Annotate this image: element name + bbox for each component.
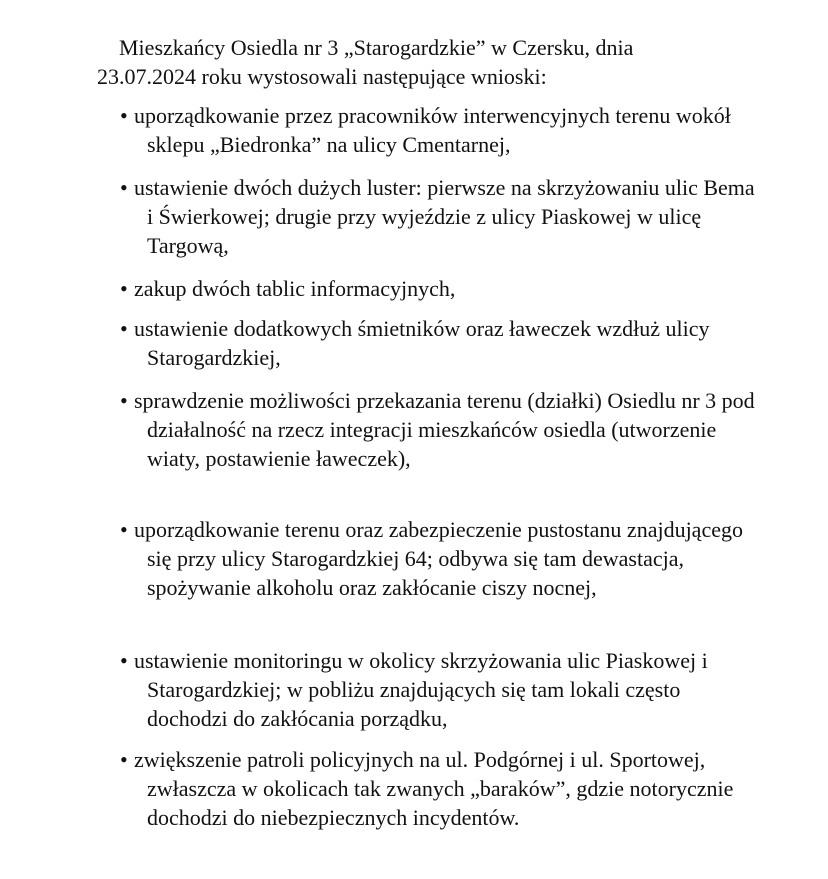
list-item-text: uporządkowanie przez pracowników interwencyjnych terenu wokół sklepu „Biedronka” na ulicy Cmentarnej, bbox=[134, 103, 731, 157]
bullet: • bbox=[120, 175, 128, 200]
bullet: • bbox=[120, 103, 128, 128]
list-item-text: uporządkowanie terenu oraz zabezpieczenie pustostanu znajdującego się przy ulicy Starogardzkiej 64; odbywa się tam dewastacja, spożywanie alkoholu oraz zakłócanie ciszy nocnej, bbox=[134, 517, 743, 600]
list-item bbox=[120, 386, 760, 473]
list-item bbox=[120, 515, 760, 602]
list-item-text: zakup dwóch tablic informacyjnych, bbox=[134, 276, 456, 301]
list-item-text: ustawienie dodatkowych śmietników oraz ławeczek wzdłuż ulicy Starogardzkiej, bbox=[134, 316, 710, 370]
list-item-text: ustawienie monitoringu w okolicy skrzyżowania ulic Piaskowej i Starogardzkiej; w pobliżu znajdujących się tam lokali często dochodzi do zakłócania porządku, bbox=[134, 648, 708, 731]
bullet: • bbox=[120, 517, 128, 542]
bullet: • bbox=[120, 648, 128, 673]
list-item bbox=[120, 745, 760, 832]
list-item bbox=[120, 173, 760, 260]
bullet: • bbox=[120, 316, 128, 341]
list-item bbox=[120, 101, 760, 159]
bullet: • bbox=[120, 276, 128, 301]
intro-paragraph: Mieszkańcy Osiedla nr 3 „Starogardzkie” w Czersku, dnia 23.07.2024 roku wystosowali następujące wnioski: bbox=[97, 35, 634, 89]
list-item bbox=[120, 314, 760, 372]
list-item-text: ustawienie dwóch dużych luster: pierwsze na skrzyżowaniu ulic Bema i Świerkowej; drugie przy wyjeździe z ulicy Piaskowej w ulicę Targową, bbox=[134, 175, 755, 258]
list-item bbox=[120, 274, 760, 303]
bullet: • bbox=[120, 747, 128, 772]
list-item bbox=[120, 646, 760, 733]
list-item-text: zwiększenie patroli policyjnych na ul. Podgórnej i ul. Sportowej, zwłaszcza w okolicach tak zwanych „baraków”, gdzie notorycznie dochodzi do niebezpiecznych incydentów. bbox=[134, 747, 734, 830]
bullet: • bbox=[120, 388, 128, 413]
list-item-text: sprawdzenie możliwości przekazania terenu (działki) Osiedlu nr 3 pod działalność na rzecz integracji mieszkańców osiedla (utworzenie wiaty, postawienie ławeczek), bbox=[134, 388, 755, 471]
